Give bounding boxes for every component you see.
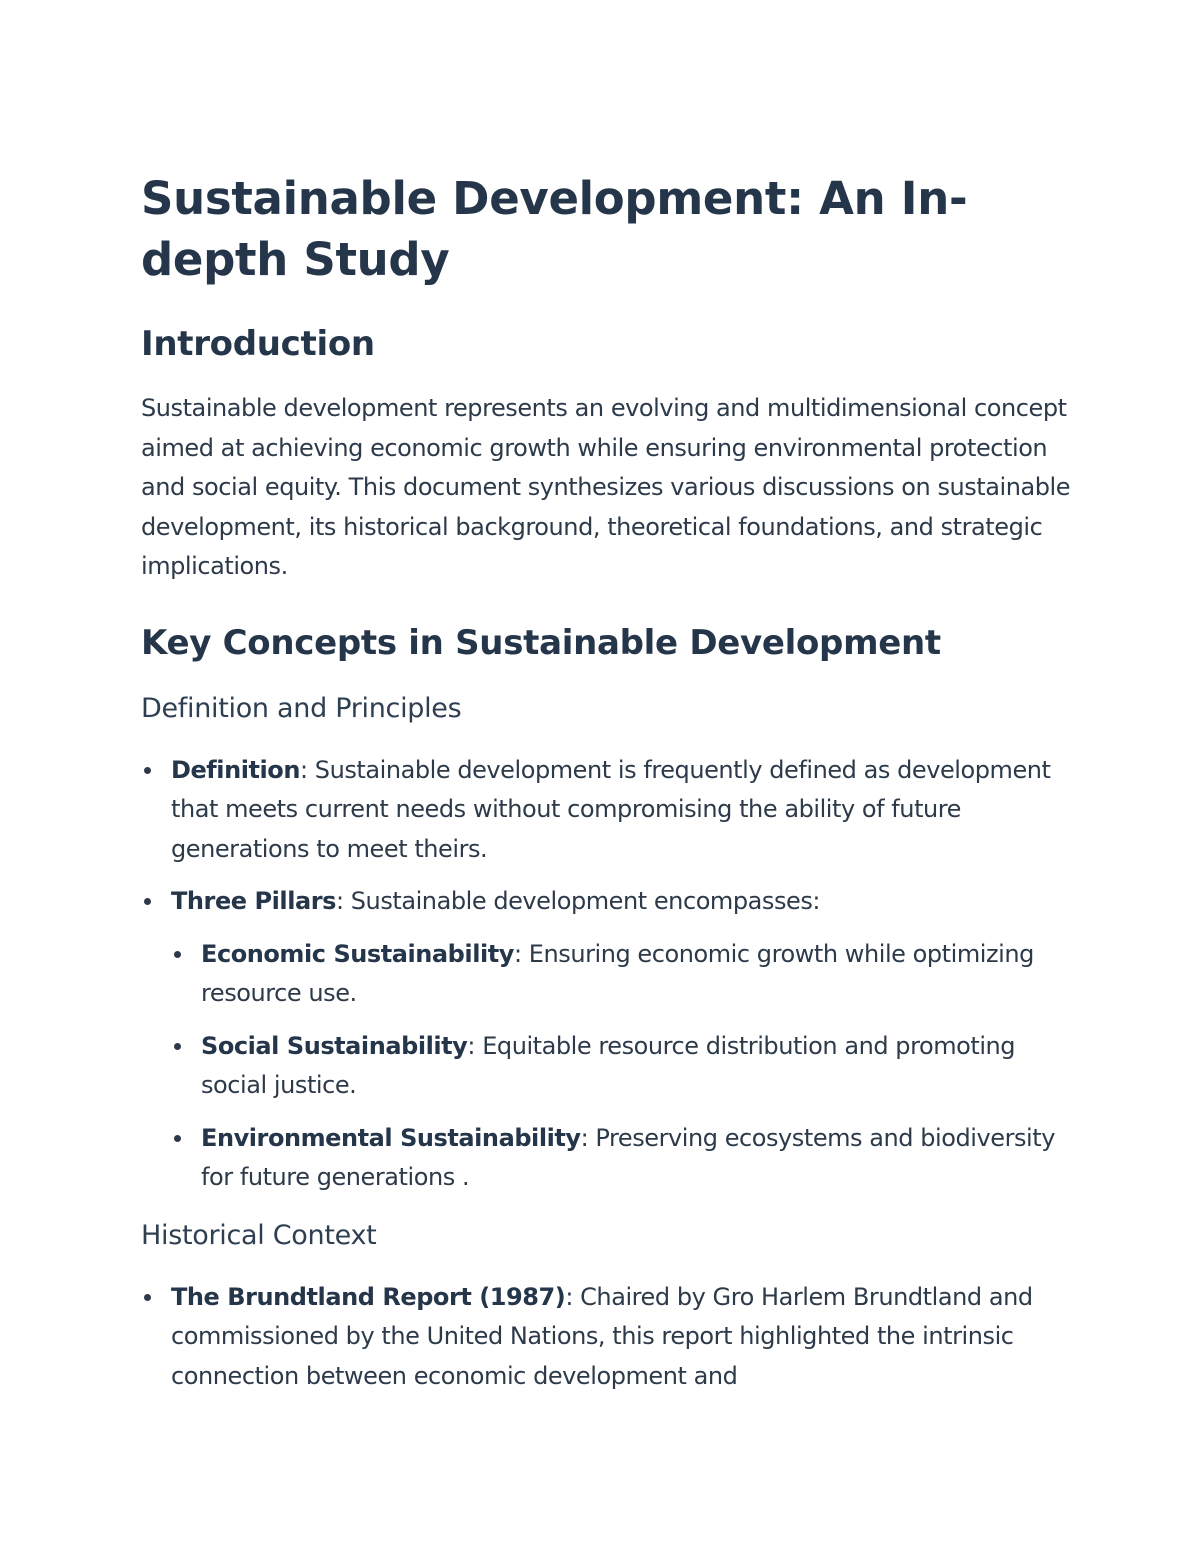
three-pillars-term: Three Pillars (171, 887, 336, 915)
bullet-icon (174, 951, 181, 958)
historical-list (141, 1278, 1071, 1397)
bullet-icon (144, 1294, 151, 1301)
list-item-economic (171, 935, 1071, 1014)
list-item-environmental (171, 1119, 1071, 1198)
historical-context-heading: Historical Context (141, 1219, 377, 1251)
environmental-text: : Preserving ecosystems and biodiversity for future generations . (201, 1123, 1055, 1191)
introduction-paragraph: Sustainable development represents an evolving and multidimensional concept aimed at achieving economic growth while ensuring environmental protection and social equity. This document synthesizes various discussions on sustainable development, its historical background, theoretical foundations, and strategic implications. (141, 394, 1071, 580)
economic-term: Economic Sustainability (201, 939, 514, 968)
document-page (141, 168, 1071, 1396)
definition-text: : Sustainable development is frequently defined as development that meets current needs without compromising the ability of future generations to meet theirs. (171, 755, 1051, 863)
three-pillars-text: : Sustainable development encompasses: (335, 887, 821, 915)
brundtland-text: : Chaired by Gro Harlem Brundtland and commissioned by the United Nations, this report highlighted the intrinsic connection between economic development and (171, 1282, 1033, 1390)
bullet-icon (174, 1043, 181, 1050)
definition-principles-heading: Definition and Principles (141, 692, 462, 724)
document-title: Sustainable Development: An In-depth Study (141, 172, 968, 286)
list-item-brundtland (141, 1278, 1071, 1397)
social-text: : Equitable resource distribution and promoting social justice. (201, 1031, 1016, 1099)
bullet-icon (144, 898, 151, 905)
economic-text: : Ensuring economic growth while optimizing resource use. (201, 939, 1034, 1007)
key-concepts-heading: Key Concepts in Sustainable Development (141, 622, 941, 663)
bullet-icon (144, 767, 151, 774)
list-item-definition (141, 751, 1071, 870)
social-term: Social Sustainability (201, 1031, 468, 1060)
definition-term: Definition (171, 755, 300, 784)
brundtland-term: The Brundtland Report (1987) (171, 1282, 566, 1311)
list-item-three-pillars (141, 882, 1071, 1198)
definition-list (141, 751, 1071, 1198)
bullet-icon (174, 1135, 181, 1142)
introduction-heading: Introduction (141, 324, 375, 364)
pillars-sublist (171, 935, 1071, 1198)
list-item-social (171, 1027, 1071, 1106)
environmental-term: Environmental Sustainability (201, 1123, 581, 1152)
